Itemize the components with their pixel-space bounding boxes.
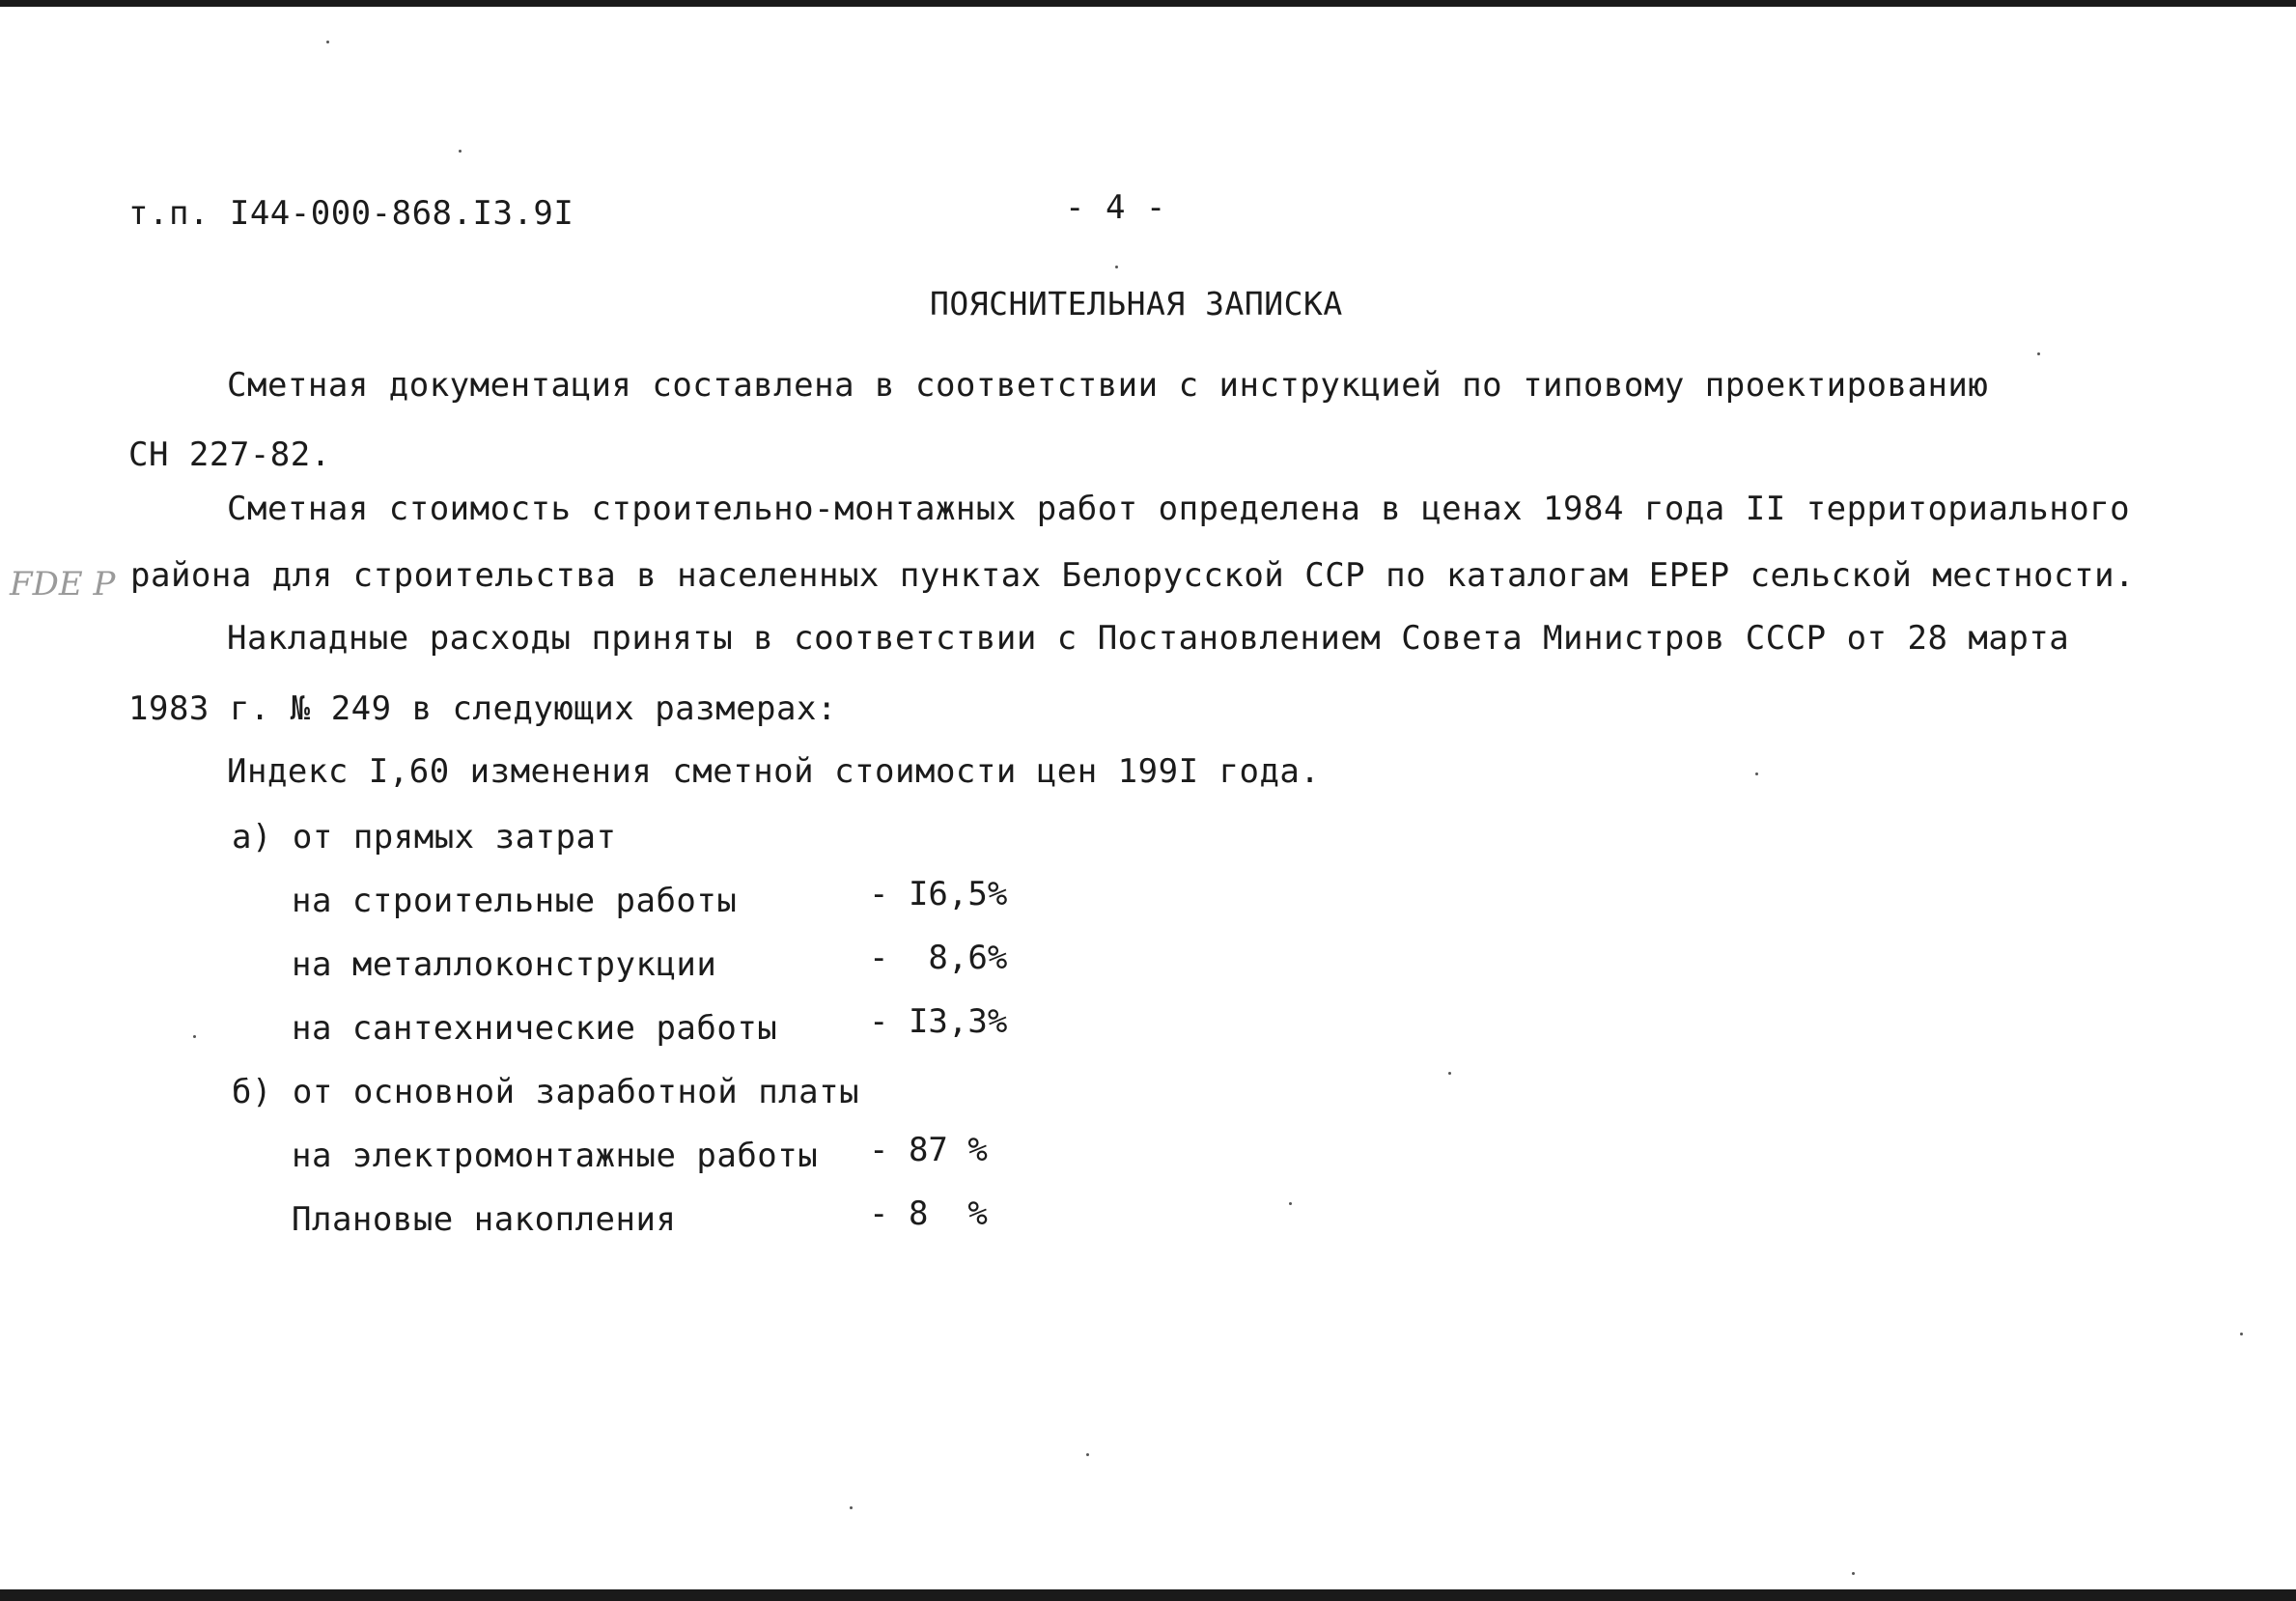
- rate-value: - I6,5%: [869, 875, 1008, 913]
- rate-value: - 8,6%: [869, 939, 1008, 977]
- paragraph-2-line-2: района для строительства в населенных пунктах Белорусской ССР по каталогам ЕРЕР сельской местности.: [130, 556, 2136, 595]
- rate-label: на строительные работы: [292, 882, 738, 920]
- group-a-label: а) от прямых затрат: [232, 818, 617, 857]
- group-b-label: б) от основной заработной платы: [232, 1073, 860, 1111]
- handwritten-margin-note: FDE P: [10, 565, 116, 604]
- scan-bottom-border: [0, 1589, 2296, 1601]
- paragraph-3-line-2: 1983 г. № 249 в следующих размерах:: [128, 689, 837, 728]
- rate-value: - I3,3%: [869, 1002, 1008, 1041]
- paragraph-3-line-1: Накладные расходы приняты в соответствии с Постановлением Совета Министров СССР от 28 марта: [227, 619, 2070, 658]
- paragraph-1-line-1: Сметная документация составлена в соответствии с инструкцией по типовому проектированию: [227, 366, 1989, 405]
- rate-label: на электромонтажные работы: [292, 1137, 819, 1175]
- scan-speck: [2240, 1333, 2243, 1335]
- rate-label: на металлоконструкции: [292, 945, 717, 984]
- document-title: ПОЯСНИТЕЛЬНАЯ ЗАПИСКА: [930, 285, 1343, 323]
- scan-speck: [193, 1035, 196, 1038]
- scan-speck: [1448, 1072, 1451, 1075]
- rate-label: на сантехнические работы: [292, 1009, 778, 1048]
- paragraph-2-line-1: Сметная стоимость строительно-монтажных работ определена в ценах 1984 года II территориального: [227, 490, 2131, 528]
- document-code: т.п. I44-000-868.I3.9I: [128, 194, 574, 233]
- rate-label: Плановые накопления: [292, 1200, 677, 1239]
- scan-speck: [1852, 1572, 1855, 1575]
- scan-speck: [1086, 1453, 1089, 1456]
- scan-speck: [2037, 352, 2040, 355]
- rate-value: - 8 %: [869, 1194, 988, 1233]
- scan-speck: [850, 1506, 853, 1509]
- scan-speck: [326, 41, 329, 43]
- rate-value: - 87 %: [869, 1131, 988, 1169]
- paragraph-1-line-2: СН 227-82.: [128, 435, 331, 474]
- scan-speck: [459, 150, 462, 153]
- scan-speck: [1115, 266, 1118, 268]
- index-line: Индекс I,60 изменения сметной стоимости цен 199I года.: [227, 752, 1321, 791]
- page-number: - 4 -: [1065, 188, 1166, 227]
- scan-speck: [1755, 772, 1758, 775]
- scan-speck: [1289, 1202, 1292, 1205]
- scan-top-border: [0, 0, 2296, 7]
